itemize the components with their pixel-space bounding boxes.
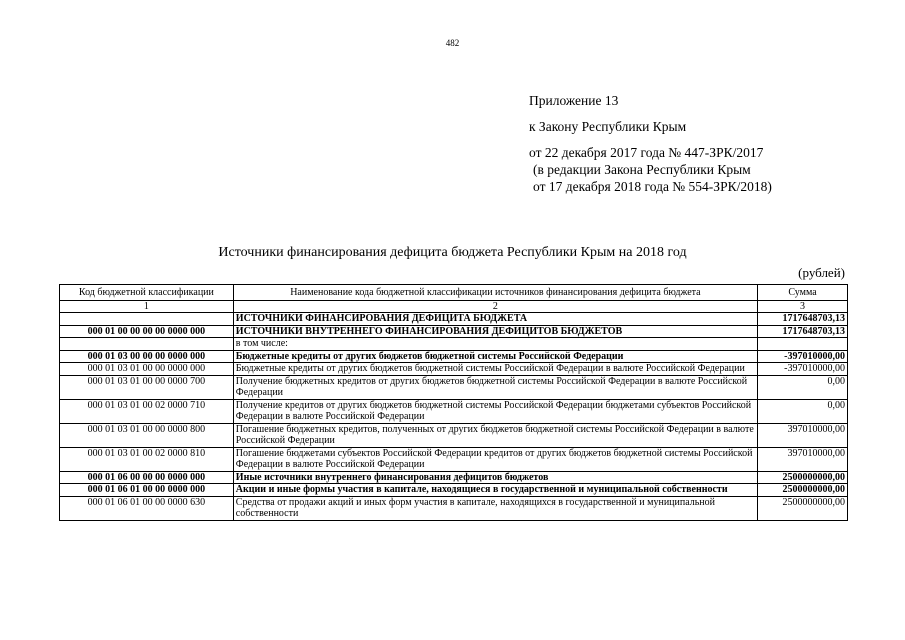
header-code: Код бюджетной классификации [60,285,234,301]
row-name: Получение кредитов от других бюджетов бюджетной системы Российской Федерации бюджетами субъектов Российской Федерации в валюте Российской Федерации [233,399,757,423]
row-name: Бюджетные кредиты от других бюджетов бюджетной системы Российской Федерации в валюте Российской Федерации [233,363,757,376]
row-name: ИСТОЧНИКИ ВНУТРЕННЕГО ФИНАНСИРОВАНИЯ ДЕФИЦИТОВ БЮДЖЕТОВ [233,325,757,338]
table-row [60,399,848,423]
units-label: (рублей) [798,265,845,280]
table-index-row [60,300,848,313]
table-row [60,496,848,520]
row-amount: 1717648703,13 [758,313,848,326]
appendix-block [529,92,772,195]
row-name: Бюджетные кредиты от других бюджетов бюджетной системы Российской Федерации [233,350,757,363]
row-amount: 397010000,00 [758,447,848,471]
table-row [60,375,848,399]
table-row [60,325,848,338]
row-code: 000 01 06 00 00 00 0000 000 [60,471,234,484]
row-code: 000 01 00 00 00 00 0000 000 [60,325,234,338]
row-code: 000 01 03 01 00 00 0000 800 [60,423,234,447]
header-amount: Сумма [758,285,848,301]
row-name: ИСТОЧНИКИ ФИНАНСИРОВАНИЯ ДЕФИЦИТА БЮДЖЕТА [233,313,757,326]
row-code: 000 01 03 01 00 00 0000 000 [60,363,234,376]
row-name: Иные источники внутреннего финансирования дефицитов бюджетов [233,471,757,484]
row-amount: -397010000,00 [758,350,848,363]
row-amount: 0,00 [758,399,848,423]
row-name: Погашение бюджетами субъектов Российской Федерации кредитов от других бюджетов бюджетной системы Российской Федерации в валюте Российской Федерации [233,447,757,471]
row-amount: 1717648703,13 [758,325,848,338]
table-row [60,471,848,484]
appendix-revision-note: (в редакции Закона Республики Крым [533,162,751,177]
row-name: Акции и иные формы участия в капитале, находящиеся в государственной и муниципальной собственности [233,484,757,497]
appendix-law-date: от 22 декабря 2017 года № 447-ЗРК/2017 [529,145,764,160]
appendix-number: Приложение 13 [529,93,619,108]
table-row [60,363,848,376]
table-row [60,423,848,447]
document-title: Источники финансирования дефицита бюджета Республики Крым на 2018 год [218,245,687,260]
row-code: 000 01 06 01 00 00 0000 630 [60,496,234,520]
row-name: в том числе: [233,338,757,351]
row-code [60,338,234,351]
row-name: Погашение бюджетных кредитов, полученных от других бюджетов бюджетной системы Российской Федерации в валюте Российской Федерации [233,423,757,447]
row-amount [758,338,848,351]
table-header-row [60,285,848,301]
row-amount: 0,00 [758,375,848,399]
page-number: 482 [445,38,460,48]
row-code: 000 01 03 01 00 02 0000 810 [60,447,234,471]
table-row [60,350,848,363]
row-code: 000 01 06 01 00 00 0000 000 [60,484,234,497]
row-amount: 397010000,00 [758,423,848,447]
index-col-2: 2 [233,300,757,313]
row-name: Средства от продажи акций и иных форм участия в капитале, находящихся в государственной и муниципальной собственности [233,496,757,520]
row-code: 000 01 03 00 00 00 0000 000 [60,350,234,363]
index-col-3: 3 [758,300,848,313]
index-col-1: 1 [60,300,234,313]
row-code: 000 01 03 01 00 02 0000 710 [60,399,234,423]
table-row [60,338,848,351]
header-name: Наименование кода бюджетной классификации источников финансирования дефицита бюджета [233,285,757,301]
financing-sources-table [59,284,848,521]
row-amount: 2500000000,00 [758,496,848,520]
table-row [60,447,848,471]
row-name: Получение бюджетных кредитов от других бюджетов бюджетной системы Российской Федерации в валюте Российской Федерации [233,375,757,399]
table-row [60,484,848,497]
row-amount: 2500000000,00 [758,471,848,484]
row-amount: 2500000000,00 [758,484,848,497]
row-code: 000 01 03 01 00 00 0000 700 [60,375,234,399]
row-code [60,313,234,326]
row-amount: -397010000,00 [758,363,848,376]
appendix-revision-date: от 17 декабря 2018 года № 554-ЗРК/2018) [533,179,772,194]
table-row [60,313,848,326]
appendix-law-ref: к Закону Республики Крым [529,119,687,134]
